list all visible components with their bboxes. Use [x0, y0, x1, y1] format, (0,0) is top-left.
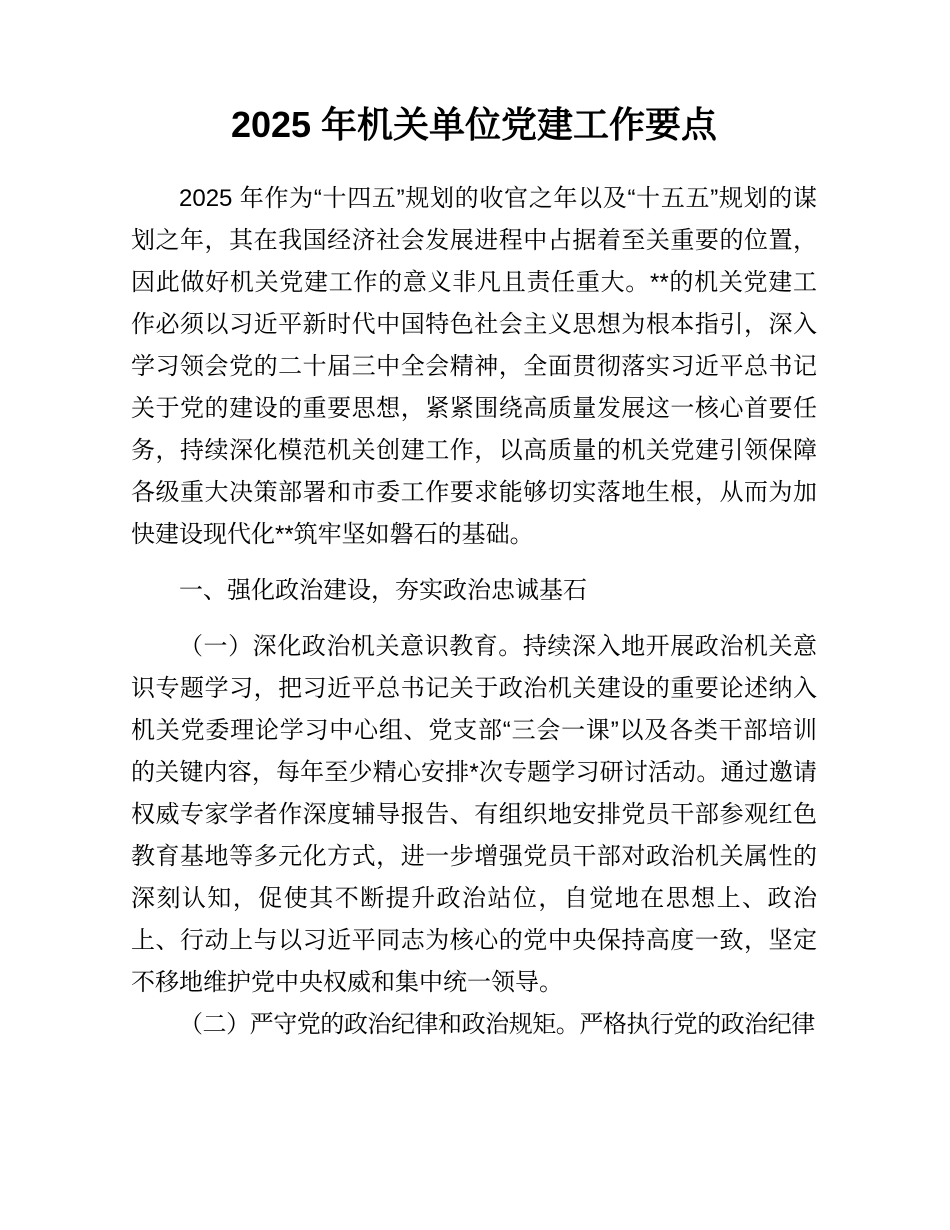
body-paragraph: 2025 年作为“十四五”规划的收官之年以及“十五五”规划的谋划之年，其在我国经济社会发展进程中占据着至关重要的位置，因此做好机关党建工作的意义非凡且责任重大。**的机关党建工作必须以习近平新时代中国特色社会主义思想为根本指引，深入学习领会党的二十届三中全会精神，全面贯彻落实习近平总书记关于党的建设的重要思想，紧紧围绕高质量发展这一核心首要任务，持续深化模范机关创建工作，以高质量的机关党建引领保障各级重大决策部署和市委工作要求能够切实落地生根，从而为加快建设现代化**筑牢坚如磐石的基础。: [131, 185, 817, 548]
body-paragraph: （二）严守党的政治纪律和政治规矩。严格执行党的政治纪律: [179, 1011, 815, 1038]
document-body: [131, 178, 817, 1046]
body-paragraph: （一）深化政治机关意识教育。持续深入地开展政治机关意识专题学习，把习近平总书记关于政治机关建设的重要论述纳入机关党委理论学习中心组、党支部“三会一课”以及各类干部培训的关键内容，每年至少精心安排*次专题学习研讨活动。通过邀请权威专家学者作深度辅导报告、有组织地安排党员干部参观红色教育基地等多元化方式，进一步增强党员干部对政治机关属性的深刻认知，促使其不断提升政治站位，自觉地在思想上、政治上、行动上与以习近平同志为核心的党中央保持高度一致，坚定不移地维护党中央权威和集中统一领导。: [131, 633, 817, 996]
document-title: 2025 年机关单位党建工作要点: [230, 104, 718, 145]
section-heading: 一、强化政治建设，夯实政治忠诚基石: [179, 577, 587, 604]
